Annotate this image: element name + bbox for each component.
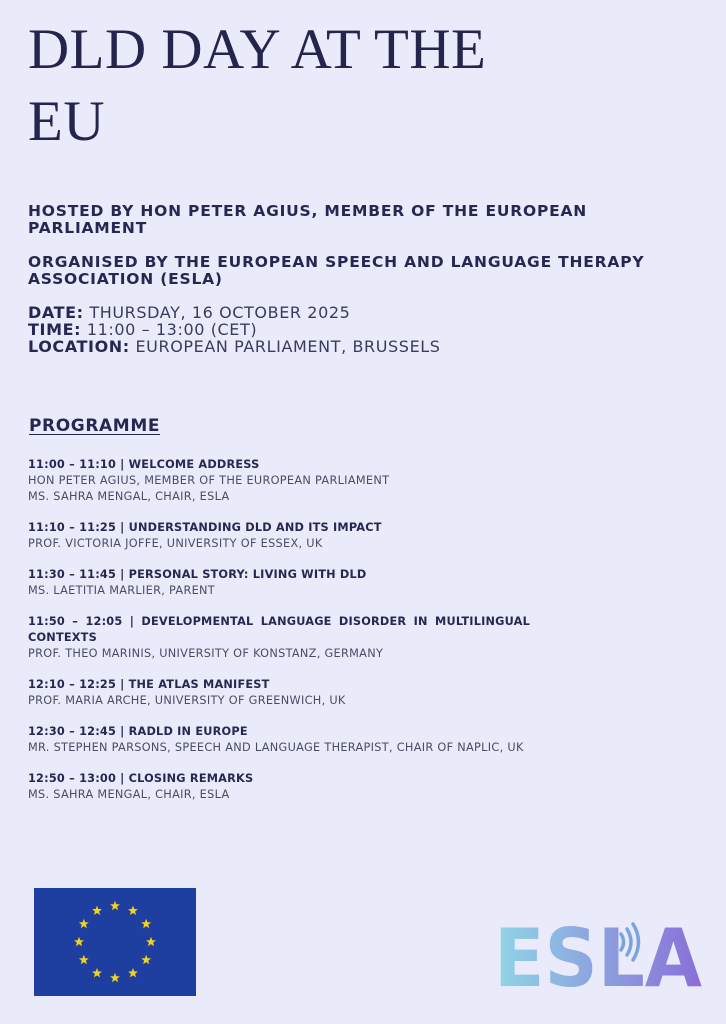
programme-item-speaker: PROF. THEO MARINIS, UNIVERSITY OF KONSTANZ, GERMANY [28, 647, 384, 660]
time-value: 11:00 – 13:00 (CET) [86, 320, 258, 339]
programme-item-speaker: MS. SAHRA MENGAL, CHAIR, ESLA [28, 788, 230, 801]
programme-item-speaker: MR. STEPHEN PARSONS, SPEECH AND LANGUAGE THERAPIST, CHAIR OF NAPLIC, UK [28, 741, 524, 754]
programme-item-heading: 11:50 – 12:05 | DEVELOPMENTAL LANGUAGE DISORDER IN MULTILINGUAL CONTEXTS [28, 615, 530, 644]
event-details [28, 304, 708, 355]
esla-logo-graphic [492, 912, 706, 994]
programme-item-heading: 12:30 – 12:45 | RADLD IN EUROPE [28, 725, 248, 738]
organised-by: ORGANISED BY THE EUROPEAN SPEECH AND LANGUAGE THERAPY ASSOCIATION (ESLA) [28, 253, 645, 288]
date-label: DATE: [28, 303, 84, 322]
esla-logo-text: ESLA [494, 912, 703, 994]
flag-star-icon [110, 901, 120, 910]
flag-star-icon [146, 937, 156, 946]
programme-item-speaker: MS. LAETITIA MARLIER, PARENT [28, 584, 215, 597]
flag-star-icon [74, 937, 84, 946]
flag-star-icon [141, 919, 151, 928]
programme-item-speaker: HON PETER AGIUS, MEMBER OF THE EUROPEAN PARLIAMENT [28, 474, 390, 487]
programme-item-speaker: PROF. VICTORIA JOFFE, UNIVERSITY OF ESSEX, UK [28, 537, 323, 550]
flag-star-icon [92, 906, 102, 915]
location-label: LOCATION: [28, 337, 130, 356]
programme-item [28, 771, 530, 803]
eu-flag-icon [34, 888, 196, 996]
programme-item-heading: 12:50 – 13:00 | CLOSING REMARKS [28, 772, 254, 785]
location-row [28, 338, 708, 355]
programme-item-heading: 11:00 – 11:10 | WELCOME ADDRESS [28, 458, 260, 471]
programme-item [28, 567, 530, 599]
programme-item-speaker: PROF. MARIA ARCHE, UNIVERSITY OF GREENWICH, UK [28, 694, 346, 707]
event-title-line-2: EU [28, 90, 105, 153]
programme-item-heading: 11:30 – 11:45 | PERSONAL STORY: LIVING WITH DLD [28, 568, 367, 581]
time-label: TIME: [28, 320, 82, 339]
programme-item-heading: 11:10 – 11:25 | UNDERSTANDING DLD AND ITS IMPACT [28, 521, 382, 534]
programme-item [28, 520, 530, 552]
programme-item [28, 614, 530, 662]
event-title [28, 14, 486, 158]
location-value: EUROPEAN PARLIAMENT, BRUSSELS [135, 337, 441, 356]
esla-logo [492, 912, 706, 994]
time-row [28, 321, 708, 338]
programme-list [28, 457, 530, 818]
flag-star-icon [79, 955, 89, 964]
flag-star-icon [110, 973, 120, 982]
event-title-line-1: DLD DAY AT THE [28, 18, 487, 81]
flag-star-icon [128, 968, 138, 977]
date-row [28, 304, 708, 321]
flag-star-icon [92, 968, 102, 977]
programme-item [28, 677, 530, 709]
programme-heading: PROGRAMME [29, 416, 161, 436]
programme-item [28, 724, 530, 756]
hosted-by: HOSTED BY HON PETER AGIUS, MEMBER OF THE EUROPEAN PARLIAMENT [28, 202, 588, 237]
flag-star-icon [141, 955, 151, 964]
programme-item-speaker: MS. SAHRA MENGAL, CHAIR, ESLA [28, 490, 230, 503]
eu-flag-stars [34, 888, 196, 996]
date-value: THURSDAY, 16 OCTOBER 2025 [89, 303, 351, 322]
programme-item-heading: 12:10 – 12:25 | THE ATLAS MANIFEST [28, 678, 270, 691]
flag-star-icon [128, 906, 138, 915]
flag-star-icon [79, 919, 89, 928]
programme-item [28, 457, 530, 505]
